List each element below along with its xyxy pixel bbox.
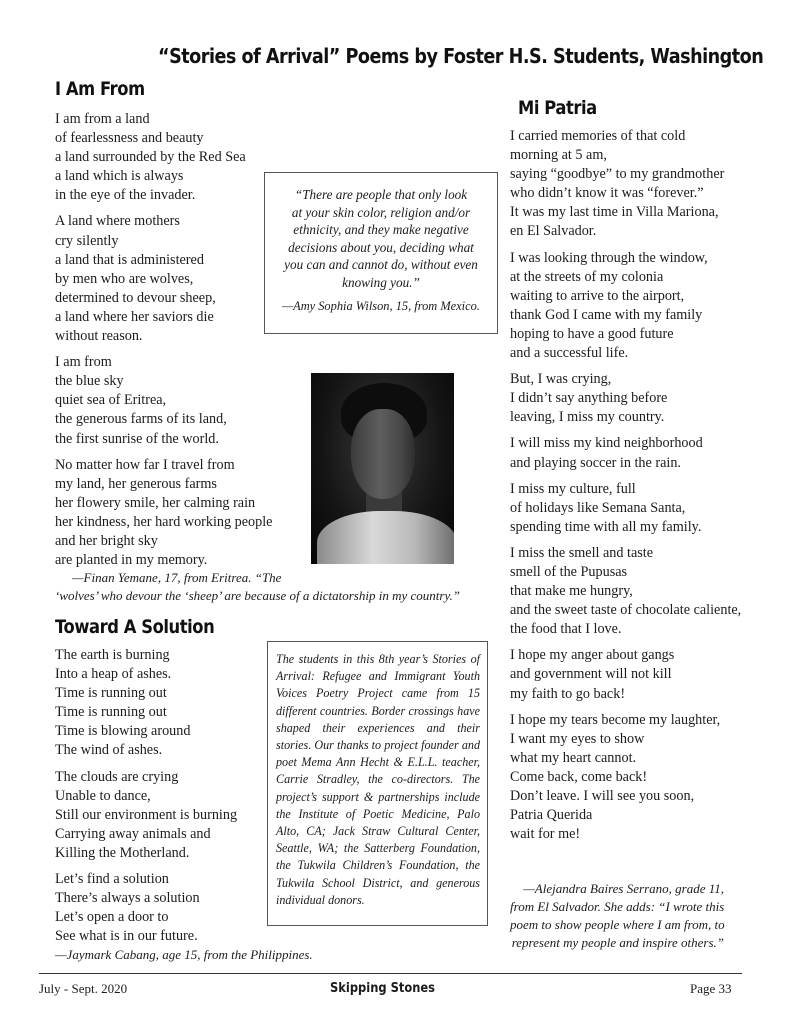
poem-line: Patria Querida (510, 807, 593, 824)
poem-line: her flowery smile, her calming rain (55, 494, 256, 511)
poem-line: and a successful life. (510, 345, 629, 362)
stanza (510, 370, 741, 427)
poem-line: The earth is burning (55, 647, 170, 663)
poem-line: of holidays like Semana Santa, (510, 499, 686, 516)
stanza (510, 434, 741, 472)
stanza (510, 249, 741, 364)
poem-line: her kindness, her hard working people (55, 513, 273, 530)
poem-line: I will miss my kind neighborhood (510, 435, 703, 452)
poem-attribution: —Jaymark Cabang, age 15, from the Philippines. (55, 947, 313, 962)
poem-line: the generous farms of its land, (55, 411, 227, 428)
poem-line: thank God I came with my family (510, 306, 703, 323)
poem-line: See what is in our future. (55, 928, 198, 945)
poem-line: The wind of ashes. (55, 742, 163, 759)
stanza (55, 353, 272, 448)
poem-line: and the sweet taste of chocolate caliente, (510, 602, 742, 619)
poem-line: are planted in my memory. (55, 552, 208, 569)
quote-text (273, 186, 489, 292)
poem-line: and playing soccer in the rain. (510, 454, 681, 471)
poem-line: Let’s find a solution (55, 871, 169, 888)
quote-line: ethnicity, and they make negative (293, 222, 469, 238)
poem-line: the blue sky (55, 373, 124, 390)
poem-line: my land, her generous farms (55, 475, 217, 492)
poem-line: hoping to have a good future (510, 325, 674, 342)
poem-line: cry silently (55, 232, 119, 249)
poem-line: I am from a land (55, 111, 150, 127)
project-info-box (267, 641, 488, 926)
poem-line: morning at 5 am, (510, 147, 607, 164)
poem-line: a land which is always (55, 168, 184, 185)
poem-i-am-from (55, 110, 272, 577)
stanza (510, 127, 741, 242)
poem-line: I hope my tears become my laughter, (510, 711, 721, 728)
stanza (55, 870, 237, 946)
quote-line: decisions about you, deciding what (288, 239, 474, 255)
quote-line: “There are people that only look (294, 187, 468, 202)
poem-line: I want my eyes to show (510, 730, 645, 747)
stanza (510, 646, 741, 703)
student-photo (311, 373, 454, 564)
poem-line: by men who are wolves, (55, 270, 194, 287)
poem-line: Into a heap of ashes. (55, 666, 172, 683)
photo-shirt (317, 511, 454, 564)
stanza (510, 480, 741, 537)
poem-line: Time is running out (55, 685, 167, 702)
poem-line: the first sunrise of the world. (55, 430, 219, 447)
poem-line: But, I was crying, (510, 371, 612, 388)
poem-attribution (510, 880, 724, 952)
poem-toward-a-solution (55, 646, 237, 953)
attribution-line: —Alejandra Baires Serrano, grade 11, (523, 881, 724, 896)
poem-line: I miss the smell and taste (510, 544, 654, 561)
poem-title-mi-patria: Mi Patria (518, 97, 597, 119)
quote-box (264, 172, 498, 334)
poem-line: There’s always a solution (55, 890, 200, 907)
poem-line: at the streets of my colonia (510, 268, 664, 285)
poem-line: leaving, I miss my country. (510, 409, 665, 426)
attribution-line: represent my people and inspire others.” (511, 935, 724, 950)
poem-line: of fearlessness and beauty (55, 130, 204, 147)
poem-line: Time is blowing around (55, 723, 191, 740)
poem-line: Killing the Motherland. (55, 844, 190, 861)
poem-line: a land surrounded by the Red Sea (55, 149, 246, 166)
poem-line: a land where her saviors die (55, 308, 214, 325)
page-title: “Stories of Arrival” Poems by Foster H.S. Students, Washington (158, 44, 764, 68)
magazine-logo: Skipping Stones (330, 980, 435, 996)
poem-line: I miss my culture, full (510, 480, 636, 497)
stanza (55, 110, 272, 205)
quote-line: you can and cannot do, without even (284, 257, 478, 273)
stanza (55, 646, 237, 761)
poem-line: The clouds are crying (55, 768, 179, 785)
poem-line: saying “goodbye” to my grandmother (510, 166, 725, 183)
poem-line: and her bright sky (55, 532, 158, 549)
poem-mi-patria (510, 127, 741, 851)
poem-title-i-am-from: I Am From (55, 78, 145, 100)
poem-line: and government will not kill (510, 666, 672, 683)
poem-line: No matter how far I travel from (55, 456, 235, 473)
poem-line: Come back, come back! (510, 768, 648, 785)
poem-line: waiting to arrive to the airport, (510, 287, 685, 304)
poem-line: en El Salvador. (510, 223, 597, 240)
stanza (55, 768, 237, 863)
poem-line: without reason. (55, 328, 143, 345)
poem-line: Time is running out (55, 704, 167, 721)
poem-title-toward-a-solution: Toward A Solution (55, 616, 215, 638)
poem-line: Don’t leave. I will see you soon, (510, 788, 695, 804)
quote-line: at your skin color, religion and/or (291, 204, 471, 220)
poem-line: my faith to go back! (510, 685, 626, 702)
poem-line: that make me hungry, (510, 583, 633, 600)
poem-attribution-line: —Finan Yemane, 17, from Eritrea. “The (72, 570, 282, 585)
poem-line: what my heart cannot. (510, 749, 637, 766)
page-number: Page 33 (690, 981, 732, 996)
poem-line: I was looking through the window, (510, 249, 708, 266)
poem-line: in the eye of the invader. (55, 187, 196, 204)
poem-line: It was my last time in Villa Mariona, (510, 204, 719, 221)
poem-line: Still our environment is burning (55, 806, 238, 823)
quote-attribution: —Amy Sophia Wilson, 15, from Mexico. (282, 298, 480, 313)
poem-attribution-line: ‘wolves’ who devour the ‘sheep’ are because of a dictatorship in my country.” (55, 588, 460, 603)
poem-line: A land where mothers (55, 213, 180, 230)
poem-line: Let’s open a door to (55, 909, 169, 926)
stanza (510, 544, 741, 639)
poem-line: Unable to dance, (55, 787, 151, 804)
footer-rule (39, 973, 742, 974)
poem-line: who didn’t know it was “forever.” (510, 185, 704, 202)
stanza (55, 212, 272, 346)
quote-line: knowing you.” (342, 274, 420, 290)
poem-line: I am from (55, 354, 112, 371)
poem-line: smell of the Pupusas (510, 563, 628, 580)
stanza (510, 711, 741, 845)
poem-line: I hope my anger about gangs (510, 647, 675, 664)
footer-date: July - Sept. 2020 (39, 981, 128, 996)
photo-face (351, 409, 415, 499)
project-info-text: The students in this 8th year’s Stories of Arrival: Refugee and Immigrant Youth Voices Poetry Project came from 15 different countries. Border crossings have shaped their experiences and their stories. Our thanks to project founder and poet Mema Ann Hecht & E.L.L. teacher, Carrie Stradley, the co-directors. The project’s support & partnerships include the Institute of Poetic Medicine, Palo Alto, CA; Jack Straw Cultural Center, Seattle, WA; the Satterberg Foundation, the Tukwila Children’s Foundation, the Tukwila School District, and generous individual donors. (276, 652, 480, 907)
poem-line: I didn’t say anything before (510, 390, 668, 407)
poem-line: a land that is administered (55, 251, 204, 268)
attribution-line: from El Salvador. She adds: “I wrote this (510, 899, 725, 914)
poem-line: Carrying away animals and (55, 825, 211, 842)
poem-line: spending time with all my family. (510, 518, 702, 535)
attribution-line: poem to show people where I am from, to (510, 917, 725, 932)
poem-line: determined to devour sheep, (55, 289, 216, 306)
poem-line: quiet sea of Eritrea, (55, 392, 167, 409)
stanza (55, 456, 272, 571)
poem-line: I carried memories of that cold (510, 128, 686, 144)
poem-line: the food that I love. (510, 621, 622, 638)
poem-line: wait for me! (510, 826, 581, 843)
